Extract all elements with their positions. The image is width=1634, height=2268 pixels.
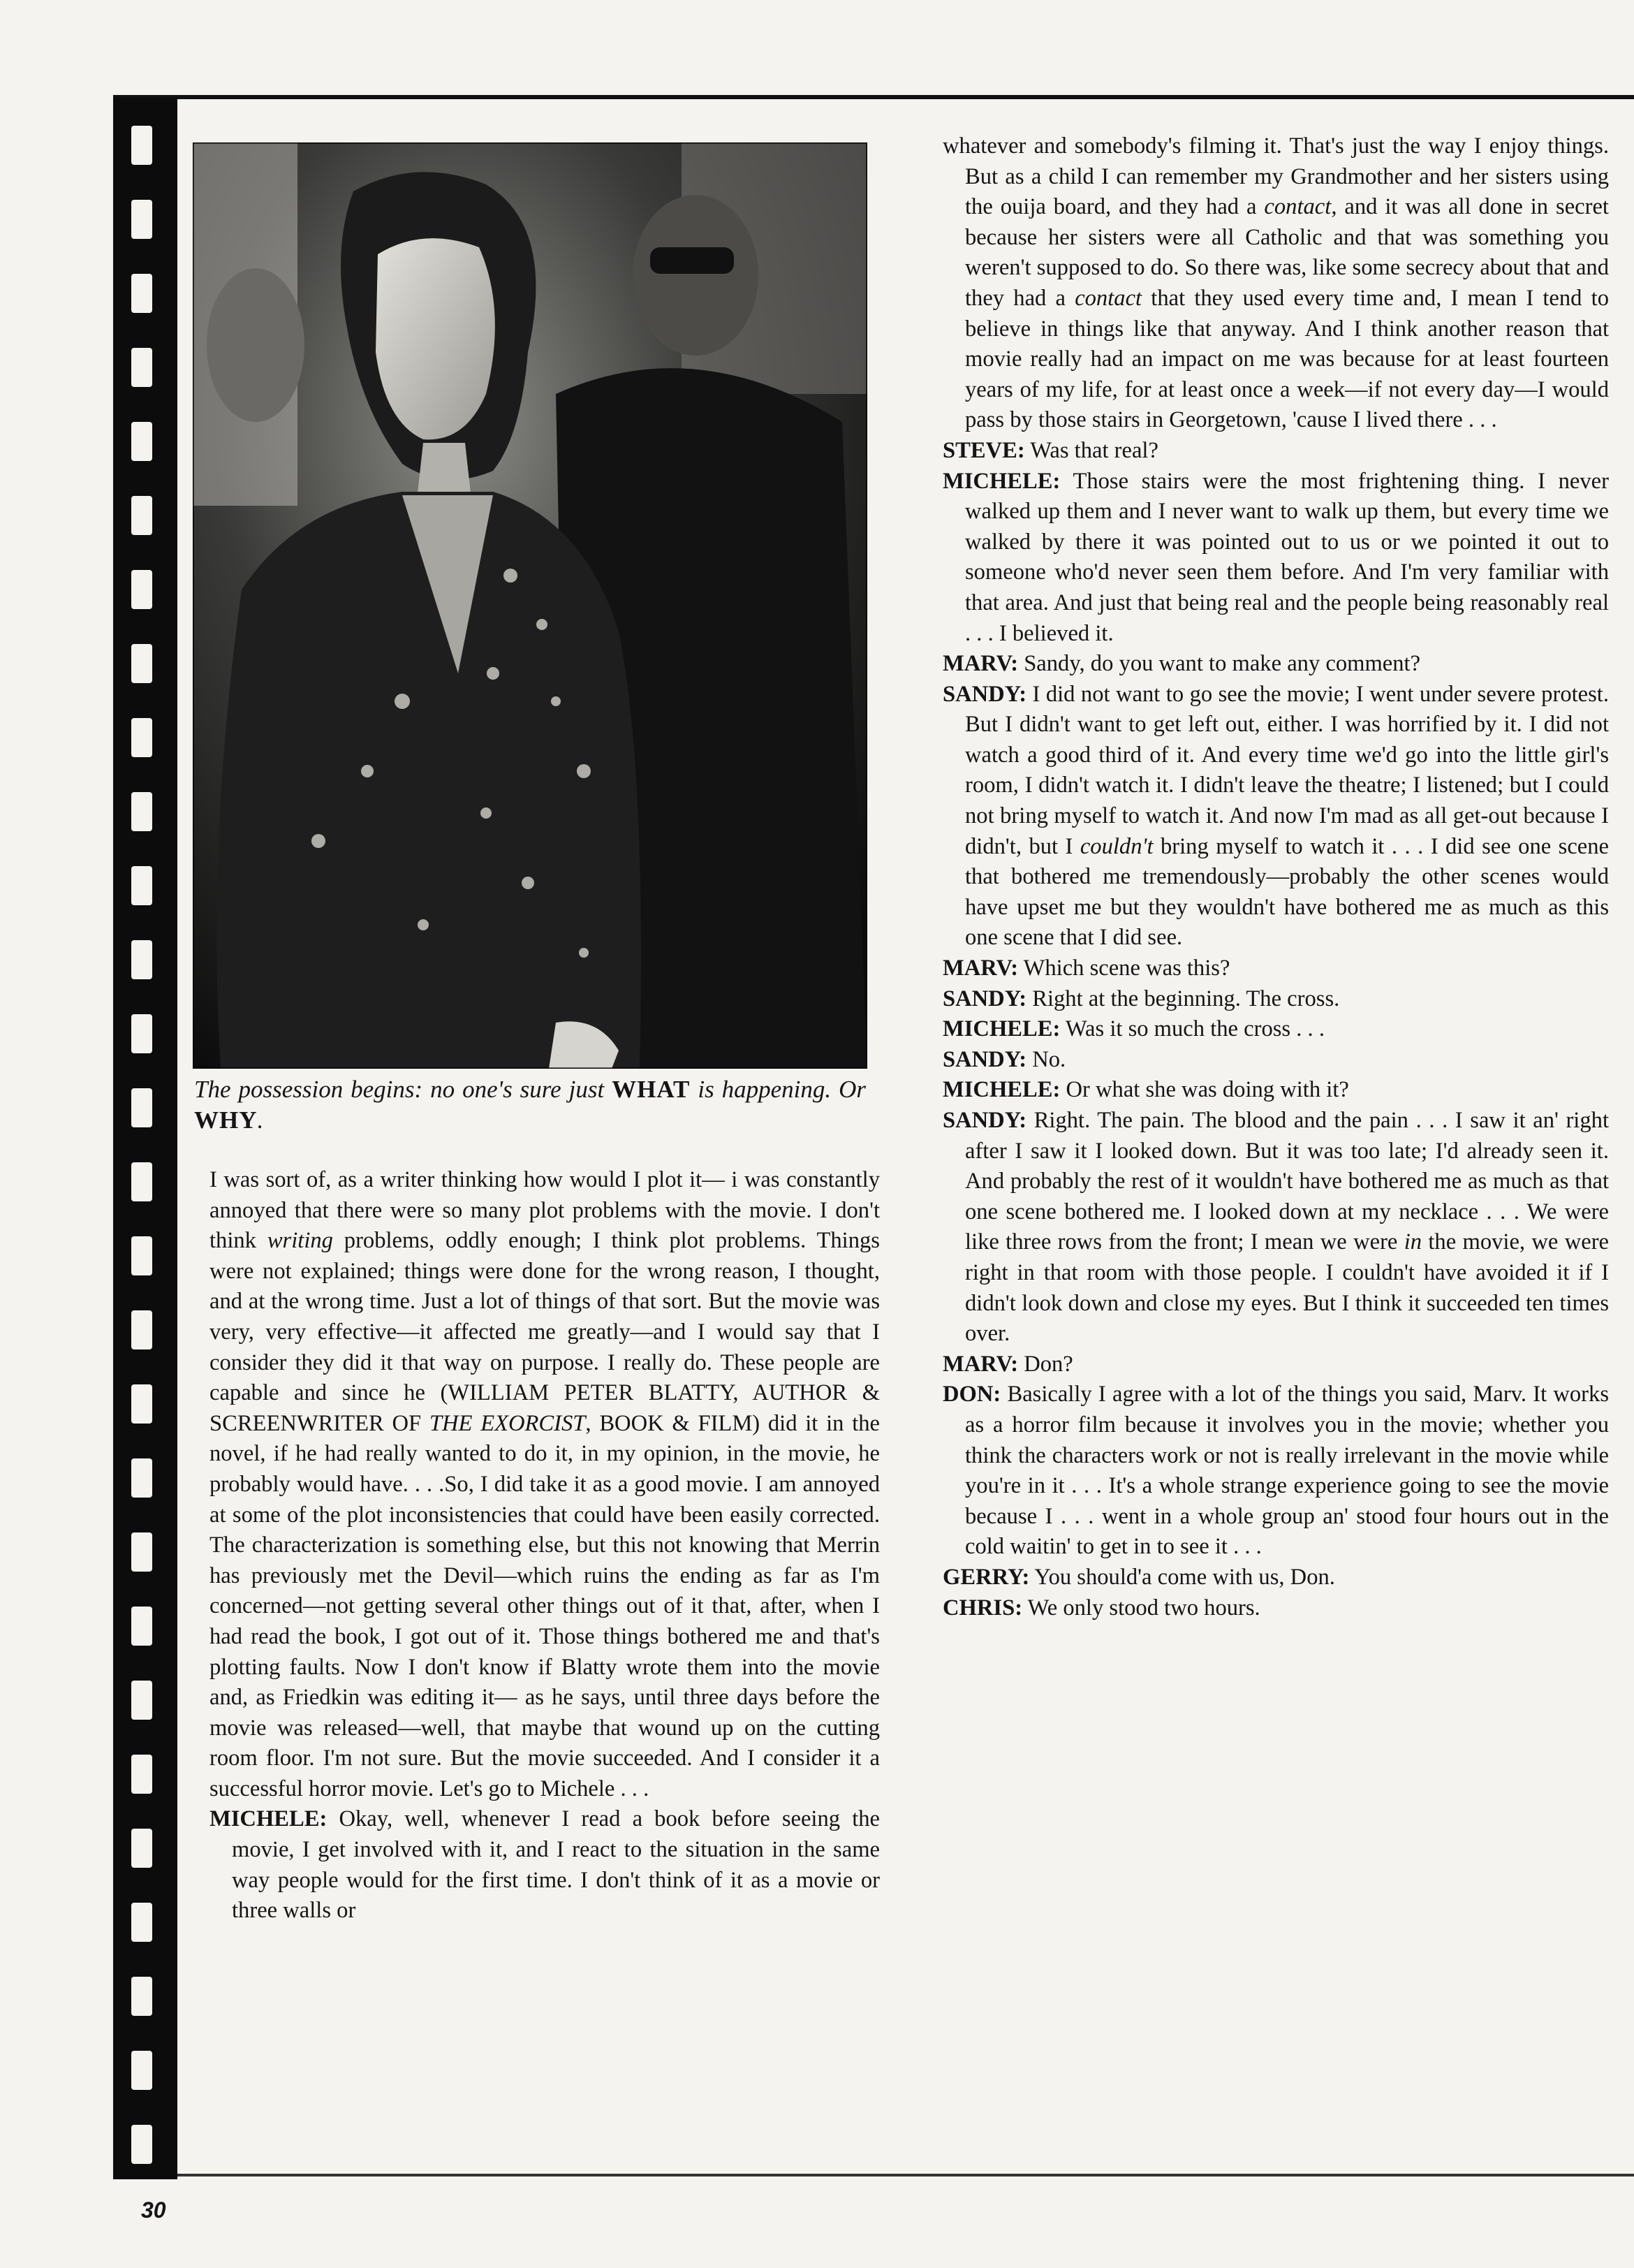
filmstrip-sprocket-hole xyxy=(131,1310,152,1349)
film-still-photo xyxy=(193,142,867,1069)
speaker-name: CHRIS: xyxy=(943,1595,1023,1620)
speech-michele-4 xyxy=(943,1075,1609,1106)
speaker-name: SANDY: xyxy=(943,986,1027,1011)
speech-sandy-3 xyxy=(943,1045,1609,1076)
speech-text: No. xyxy=(1026,1046,1066,1072)
left-lead-paragraph xyxy=(209,1165,880,1804)
speaker-name: SANDY: xyxy=(943,681,1027,707)
filmstrip-sprocket-hole xyxy=(131,1458,152,1498)
filmstrip-sprocket-hole xyxy=(131,1014,152,1053)
filmstrip-sprocket-hole xyxy=(131,866,152,905)
filmstrip-sprocket-hole xyxy=(131,200,152,239)
speech-text: Those stairs were the most frightening thing. I never walked up them and I never want to walk up them, but every time we walked by there it was pointed out to us or we pointed it out to someone who'd never seen them before. And I'm very familiar with that area. And just that being real and the people being reasonably real . . . I believed it. xyxy=(965,468,1609,646)
caption-text-1: The possession begins: no one's sure just xyxy=(194,1076,612,1103)
speech-marv-3 xyxy=(943,1349,1609,1380)
speech-chris xyxy=(943,1593,1609,1624)
speech-text: We only stood two hours. xyxy=(1022,1595,1260,1620)
filmstrip-sprocket-hole xyxy=(131,644,152,683)
filmstrip-sprocket-hole xyxy=(131,940,152,979)
speech-text-2: bring myself to watch it . . . I did see one scene that bothered me tremendously—probably the other scenes would have upset me but they wouldn't have bothered me as much as this one scene that I did see. xyxy=(965,833,1609,951)
filmstrip-sprocket-hole xyxy=(131,1977,152,2016)
speech-text: Basically I agree with a lot of the things you said, Marv. It works as a horror film because it involves you in the movie; whether you think the characters work or not is really irrelevant in the movie while you're in it . . . It's a whole strange experience going to see the movie because I . . . went in a whole group an' stood four hours out in the cold waitin' to get in to see it . . . xyxy=(965,1382,1609,1560)
lead-emphasis-title: THE EXORCIST xyxy=(429,1410,586,1436)
filmstrip-sprocket-hole xyxy=(131,1607,152,1646)
speaker-name: SANDY: xyxy=(943,1046,1027,1072)
filmstrip-sprocket-hole xyxy=(131,1829,152,1868)
filmstrip-sprocket-hole xyxy=(131,718,152,757)
continuation-emphasis-2: contact xyxy=(1075,285,1142,311)
photo-caption xyxy=(194,1074,866,1136)
speech-text: Was that real? xyxy=(1024,437,1158,463)
speech-text: Which scene was this? xyxy=(1018,956,1230,981)
speech-steve xyxy=(943,436,1609,467)
filmstrip-sprocket-hole xyxy=(131,2051,152,2090)
speaker-name: MICHELE: xyxy=(943,468,1061,494)
lead-text-2: problems, oddly enough; I think plot problems. Things were not explained; things were done for the wrong reason, I thought, and at the wrong time. Just a lot of things of that sort. But the movie was very, very effective—it affected me greatly—and I would say that I consider they did it that way on purpose. I really do. These people are capable and since he (WILLIAM PETER BLATTY, AUTHOR & SCREENWRITER OF xyxy=(209,1228,880,1436)
filmstrip-sprocket-hole xyxy=(131,1236,152,1275)
filmstrip-sprocket-hole xyxy=(131,1681,152,1720)
filmstrip-sprocket-hole xyxy=(131,274,152,313)
speech-gerry xyxy=(943,1563,1609,1593)
filmstrip-sprocket-hole xyxy=(131,1088,152,1127)
speech-marv-1 xyxy=(943,649,1609,680)
caption-text-2: is happening. Or xyxy=(690,1076,866,1103)
speaker-name: STEVE: xyxy=(943,437,1025,463)
filmstrip-sprocket-hole xyxy=(131,348,152,387)
film-still-illustration xyxy=(193,142,867,1069)
page-number: 30 xyxy=(141,2197,166,2223)
speech-text: Or what she was doing with it? xyxy=(1060,1077,1349,1103)
speaker-name: MICHELE: xyxy=(943,1016,1061,1042)
continuation-paragraph xyxy=(943,131,1609,436)
filmstrip-sprocket-hole xyxy=(131,2125,152,2164)
lead-emphasis-writing: writing xyxy=(267,1228,333,1254)
filmstrip-sprocket-hole xyxy=(131,570,152,609)
filmstrip-border xyxy=(113,98,177,2179)
lead-text-3: , BOOK & FILM) did it in the novel, if he had really wanted to do it, in my opinion, in the movie, he probably would have. . . .So, I did take it as a good movie. I am annoyed at some of the plot inconsistencies that could have been easily corrected. The characterization is something else, but this not knowing that Merrin has previously met the Devil—which ruins the ending as far as I'm concerned—not getting several other things out of it that, after, when I had read the book, I got out of it. Those things bothered me and that's plotting faults. Now I don't know if Blatty wrote them into the movie and, as Friedkin was editing it— as he says, until three days before the movie was released—well, that maybe that wound up on the cutting room floor. I'm not sure. But the movie succeeded. And I consider it a successful horror movie. Let's go to Michele . . . xyxy=(209,1410,880,1801)
speech-text: Right at the beginning. The cross. xyxy=(1026,986,1340,1011)
speaker-name: DON: xyxy=(943,1382,1001,1407)
continuation-text-2: , and it was all done in secret because her sisters were all Catholic and that was something you weren't supposed to do. So there was, like some secrecy about that and they had a xyxy=(965,194,1609,311)
speech-don xyxy=(943,1380,1609,1563)
caption-emphasis-what: WHAT xyxy=(612,1076,691,1103)
speech-marv-2 xyxy=(943,953,1609,984)
speaker-name: MICHELE: xyxy=(209,1806,327,1832)
speaker-name: GERRY: xyxy=(943,1564,1030,1590)
speech-text-1: I did not want to go see the movie; I went under severe protest. But I didn't want to get left out, either. I was horrified by it. I did not watch a good third of it. And every time we'd go into the little girl's room, I didn't watch it. I didn't leave the theatre; I listened; but I could not bring myself to watch it. And now I'm mad as all get-out because I didn't, but I xyxy=(965,681,1609,859)
filmstrip-sprocket-hole xyxy=(131,1755,152,1794)
filmstrip-sprocket-hole xyxy=(131,1903,152,1942)
speech-text: Don? xyxy=(1018,1351,1073,1377)
speech-sandy-2 xyxy=(943,984,1609,1015)
frame-bottom-border xyxy=(177,2174,1634,2176)
left-column xyxy=(209,1165,880,1926)
speaker-name: MICHELE: xyxy=(943,1077,1061,1103)
filmstrip-sprocket-hole xyxy=(131,1384,152,1424)
speech-sandy-4 xyxy=(943,1106,1609,1349)
filmstrip-sprocket-hole xyxy=(131,126,152,165)
speaker-name: MARV: xyxy=(943,651,1019,677)
continuation-text-3: that they used every time and, I mean I tend to believe in things like that anyway. And I think another reason that movie really had an impact on me was because for at least fourteen years of my life, for at least once a week—if not every day—I would pass by those stairs in Georgetown, 'cause I lived there . . . xyxy=(965,285,1609,433)
continuation-emphasis-1: contact xyxy=(1264,194,1332,220)
caption-text-3: . xyxy=(257,1106,264,1134)
speech-text: You should'a come with us, Don. xyxy=(1029,1564,1335,1590)
filmstrip-sprocket-hole xyxy=(131,792,152,831)
lead-text-1: I was sort of, as a writer thinking how would I plot it— i was constantly annoyed that there were so many plot problems with the movie. I don't think xyxy=(209,1167,880,1254)
right-column xyxy=(943,131,1609,1623)
speech-michele-2 xyxy=(943,467,1609,650)
filmstrip-sprocket-hole xyxy=(131,1532,152,1572)
speech-text-1: Right. The pain. The blood and the pain . . . I saw it an' right after I saw it I looked down. But it was too late; I'd already seen it. And probably the rest of it wouldn't have bothered me as much as that one scene bothered me. I looked down at my necklace . . . We were like three rows from the front; I mean we were xyxy=(965,1108,1609,1255)
speech-text: Was it so much the cross . . . xyxy=(1060,1016,1325,1042)
frame-top-border xyxy=(113,95,1634,99)
caption-emphasis-why: WHY xyxy=(194,1106,258,1134)
speech-emphasis: in xyxy=(1404,1229,1422,1255)
speaker-name: MARV: xyxy=(943,956,1019,981)
filmstrip-sprocket-hole xyxy=(131,1162,152,1201)
speaker-name: MARV: xyxy=(943,1351,1019,1377)
speech-michele-3 xyxy=(943,1014,1609,1045)
speech-michele-1 xyxy=(209,1804,880,1926)
speech-text-2: the movie, we were right in that room with those people. I couldn't have avoided it if I didn't look down and close my eyes. But I think it succeeded ten times over. xyxy=(965,1229,1610,1347)
speech-text: Sandy, do you want to make any comment? xyxy=(1018,651,1421,677)
filmstrip-sprocket-hole xyxy=(131,496,152,535)
speech-emphasis: couldn't xyxy=(1080,833,1154,859)
speech-text: Okay, well, whenever I read a book before seeing the movie, I get involved with it, and I react to the situation in the same way people would for the first time. I don't think of it as a movie or three walls or xyxy=(232,1806,880,1924)
speaker-name: SANDY: xyxy=(943,1108,1027,1133)
filmstrip-sprocket-hole xyxy=(131,422,152,461)
speech-sandy-1 xyxy=(943,680,1609,953)
continuation-text-1: whatever and somebody's filming it. That's just the way I enjoy things. But as a child I can remember my Grandmother and her sisters using the ouija board, and they had a xyxy=(943,133,1609,220)
